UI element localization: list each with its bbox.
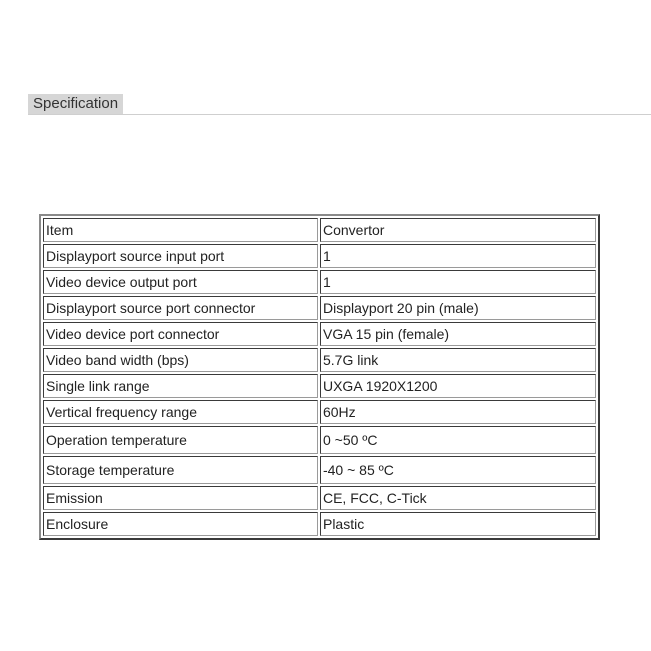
section-header xyxy=(28,94,651,115)
spec-value-cell: 0 ~50 ºC xyxy=(320,426,596,454)
section-title: Specification xyxy=(28,94,123,114)
spec-item-cell: Video device output port xyxy=(43,270,318,294)
column-header-item: Item xyxy=(43,218,318,242)
spec-item-cell: Emission xyxy=(43,486,318,510)
spec-value-cell: Plastic xyxy=(320,512,596,536)
spec-item-cell: Video device port connector xyxy=(43,322,318,346)
table-row xyxy=(43,456,596,484)
table-row xyxy=(43,426,596,454)
spec-item-cell: Enclosure xyxy=(43,512,318,536)
spec-item-cell: Single link range xyxy=(43,374,318,398)
spec-value-cell: -40 ~ 85 ºC xyxy=(320,456,596,484)
spec-value-cell: 1 xyxy=(320,244,596,268)
table-header-row xyxy=(43,218,596,242)
table-row xyxy=(43,348,596,372)
spec-item-cell: Operation temperature xyxy=(43,426,318,454)
spec-item-cell: Video band width (bps) xyxy=(43,348,318,372)
spec-item-cell: Displayport source port connector xyxy=(43,296,318,320)
spec-item-cell: Vertical frequency range xyxy=(43,400,318,424)
spec-value-cell: UXGA 1920X1200 xyxy=(320,374,596,398)
spec-value-cell: VGA 15 pin (female) xyxy=(320,322,596,346)
spec-value-cell: 1 xyxy=(320,270,596,294)
table-row xyxy=(43,486,596,510)
table-row xyxy=(43,270,596,294)
table-row xyxy=(43,512,596,536)
table-row xyxy=(43,374,596,398)
table-row xyxy=(43,322,596,346)
column-header-value: Convertor xyxy=(320,218,596,242)
table-row xyxy=(43,296,596,320)
specification-table xyxy=(39,214,600,540)
spec-value-cell: Displayport 20 pin (male) xyxy=(320,296,596,320)
spec-value-cell: 60Hz xyxy=(320,400,596,424)
table-row xyxy=(43,400,596,424)
spec-item-cell: Displayport source input port xyxy=(43,244,318,268)
spec-item-cell: Storage temperature xyxy=(43,456,318,484)
spec-value-cell: 5.7G link xyxy=(320,348,596,372)
table-row xyxy=(43,244,596,268)
spec-value-cell: CE, FCC, C-Tick xyxy=(320,486,596,510)
